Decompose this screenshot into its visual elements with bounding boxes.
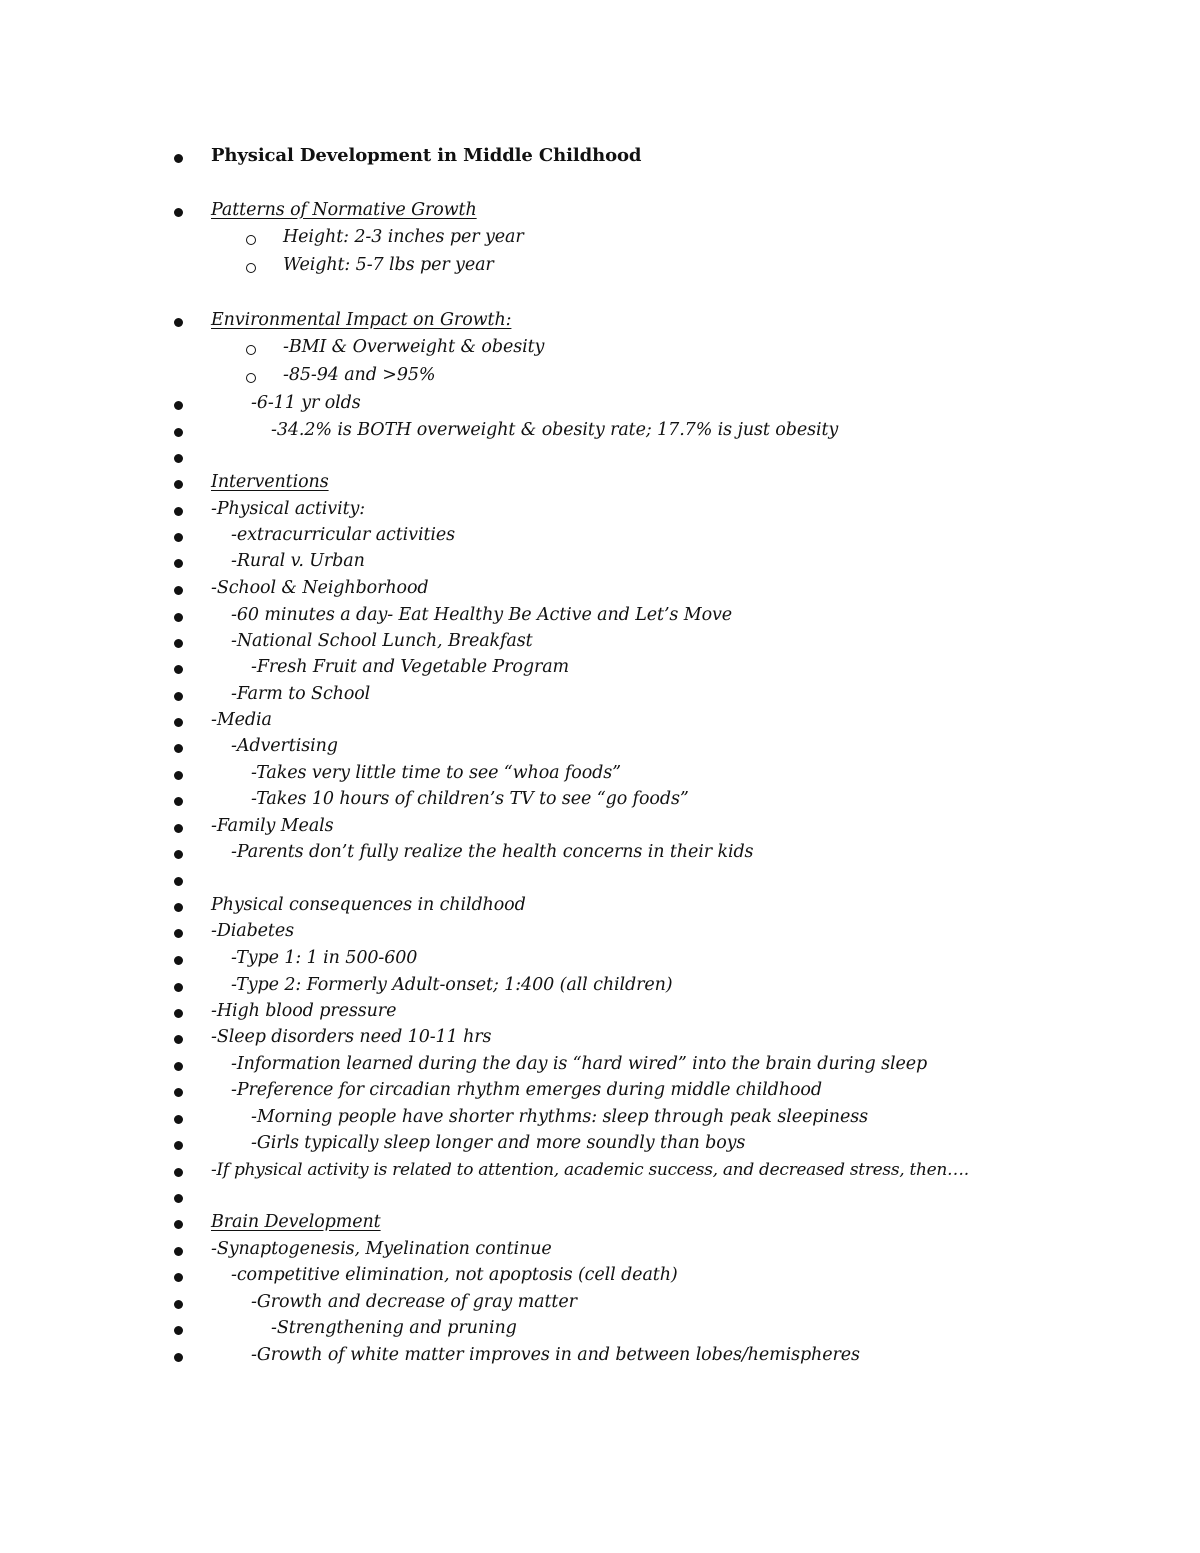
bullet-marker [174, 1220, 183, 1229]
bullet-marker [174, 1115, 183, 1124]
bullet-marker [174, 797, 183, 806]
list-item-text: -Farm to School [231, 684, 371, 704]
list-item [0, 227, 1200, 257]
list-item [0, 873, 1200, 899]
list-item [0, 1212, 1200, 1242]
bullet-marker [174, 639, 183, 648]
bullet-marker [174, 318, 183, 327]
circle-marker [246, 263, 256, 273]
bullet-marker [174, 1353, 183, 1362]
list-item [0, 310, 1200, 340]
list-item [0, 1160, 1200, 1190]
list-item [0, 789, 1200, 819]
bullet-marker [174, 1300, 183, 1309]
list-item [0, 499, 1200, 529]
list-item-text: -Media [211, 710, 272, 730]
bullet-marker [174, 956, 183, 965]
list-item-text: -Type 2: Formerly Adult-onset; 1:400 (all children) [231, 975, 673, 995]
list-item [0, 525, 1200, 555]
list-item [0, 657, 1200, 687]
list-item-text: -Morning people have shorter rhythms: sleep through peak sleepiness [251, 1107, 868, 1127]
bullet-marker [174, 718, 183, 727]
list-item-text: -Sleep disorders need 10-11 hrs [211, 1027, 492, 1047]
bullet-marker [174, 586, 183, 595]
bullet-marker [174, 1009, 183, 1018]
list-item [0, 1265, 1200, 1295]
list-item-text: -Information learned during the day is “hard wired” into the brain during sleep [231, 1054, 928, 1074]
bullet-marker [174, 850, 183, 859]
list-item [0, 710, 1200, 740]
bullet-marker [174, 1194, 183, 1203]
bullet-marker [174, 744, 183, 753]
bullet-marker [174, 1273, 183, 1282]
list-item-text: -Takes 10 hours of children’s TV to see “go foods” [251, 789, 689, 809]
bullet-marker [174, 1088, 183, 1097]
list-item-text: -Growth and decrease of gray matter [251, 1292, 577, 1312]
list-item-text: Weight: 5-7 lbs per year [283, 255, 494, 275]
list-item [0, 842, 1200, 872]
list-item-text: -competitive elimination, not apoptosis (cell death) [231, 1265, 678, 1285]
bullet-marker [174, 824, 183, 833]
list-item [0, 975, 1200, 1005]
list-item-text: -BMI & Overweight & obesity [283, 337, 545, 357]
list-item-text: Height: 2-3 inches per year [283, 227, 524, 247]
list-item-text: -Type 1: 1 in 500-600 [231, 948, 418, 968]
section-heading: Interventions [211, 472, 329, 492]
list-item-text: -Takes very little time to see “whoa foods” [251, 763, 622, 783]
list-item-text: -School & Neighborhood [211, 578, 429, 598]
list-item-text: -Preference for circadian rhythm emerges during middle childhood [231, 1080, 822, 1100]
list-item-text: -Strengthening and pruning [271, 1318, 517, 1338]
bullet-marker [174, 401, 183, 410]
bullet-marker [174, 771, 183, 780]
list-item [0, 365, 1200, 395]
list-item-text: -60 minutes a day- Eat Healthy Be Active and Let’s Move [231, 605, 733, 625]
bullet-marker [174, 692, 183, 701]
list-item-text: -Diabetes [211, 921, 295, 941]
list-item-text: -If physical activity is related to attention, academic success, and decreased stress, then…. [211, 1160, 969, 1180]
document-title: Physical Development in Middle Childhood [211, 145, 642, 166]
bullet-marker [174, 559, 183, 568]
bullet-marker [174, 454, 183, 463]
list-item [0, 1292, 1200, 1322]
bullet-marker [174, 1035, 183, 1044]
list-item [0, 684, 1200, 714]
bullet-marker [174, 877, 183, 886]
list-item-text: -34.2% is BOTH overweight & obesity rate; 17.7% is just obesity [271, 420, 839, 440]
bullet-marker [174, 533, 183, 542]
bullet-marker [174, 428, 183, 437]
list-item-text: -Advertising [231, 736, 338, 756]
list-item-text: -Rural v. Urban [231, 551, 365, 571]
list-item [0, 1345, 1200, 1375]
bullet-marker [174, 1141, 183, 1150]
list-item-text: -Physical activity: [211, 499, 366, 519]
bullet-marker [174, 1062, 183, 1071]
bullet-marker [174, 665, 183, 674]
list-item-text: -Girls typically sleep longer and more soundly than boys [251, 1133, 746, 1153]
bullet-marker [174, 1168, 183, 1177]
bullet-marker [174, 613, 183, 622]
circle-marker [246, 345, 256, 355]
list-item [0, 895, 1200, 925]
section-heading: Physical consequences in childhood [211, 895, 526, 915]
list-item [0, 420, 1200, 450]
list-item [0, 337, 1200, 367]
bullet-marker [174, 1326, 183, 1335]
list-item [0, 450, 1200, 476]
list-item-text: -Fresh Fruit and Vegetable Program [251, 657, 570, 677]
bullet-marker [174, 154, 183, 163]
section-heading: Patterns of Normative Growth [211, 200, 477, 220]
list-item-text: -Family Meals [211, 816, 334, 836]
list-item-text: -6-11 yr olds [251, 393, 361, 413]
list-item-text: -National School Lunch, Breakfast [231, 631, 533, 651]
list-item [0, 255, 1200, 285]
section-heading: Environmental Impact on Growth: [211, 310, 512, 330]
bullet-marker [174, 208, 183, 217]
list-item-text: -85-94 and >95% [283, 365, 436, 385]
section-heading: Brain Development [211, 1212, 381, 1232]
list-item-text: -extracurricular activities [231, 525, 456, 545]
bullet-marker [174, 1247, 183, 1256]
list-item-text: -Synaptogenesis, Myelination continue [211, 1239, 552, 1259]
list-item [0, 472, 1200, 502]
list-item [0, 605, 1200, 635]
bullet-marker [174, 983, 183, 992]
list-item-text: -Parents don’t fully realize the health concerns in their kids [231, 842, 754, 862]
list-item [0, 551, 1200, 581]
circle-marker [246, 373, 256, 383]
bullet-marker [174, 903, 183, 912]
bullet-marker [174, 507, 183, 516]
list-item [0, 631, 1200, 661]
bullet-marker [174, 480, 183, 489]
list-item [0, 921, 1200, 951]
list-item-text: -Growth of white matter improves in and between lobes/hemispheres [251, 1345, 860, 1365]
list-item [0, 1190, 1200, 1216]
list-item [0, 200, 1200, 230]
bullet-marker [174, 929, 183, 938]
list-item [0, 145, 1200, 176]
circle-marker [246, 235, 256, 245]
list-item-text: -High blood pressure [211, 1001, 397, 1021]
list-item [0, 1001, 1200, 1031]
